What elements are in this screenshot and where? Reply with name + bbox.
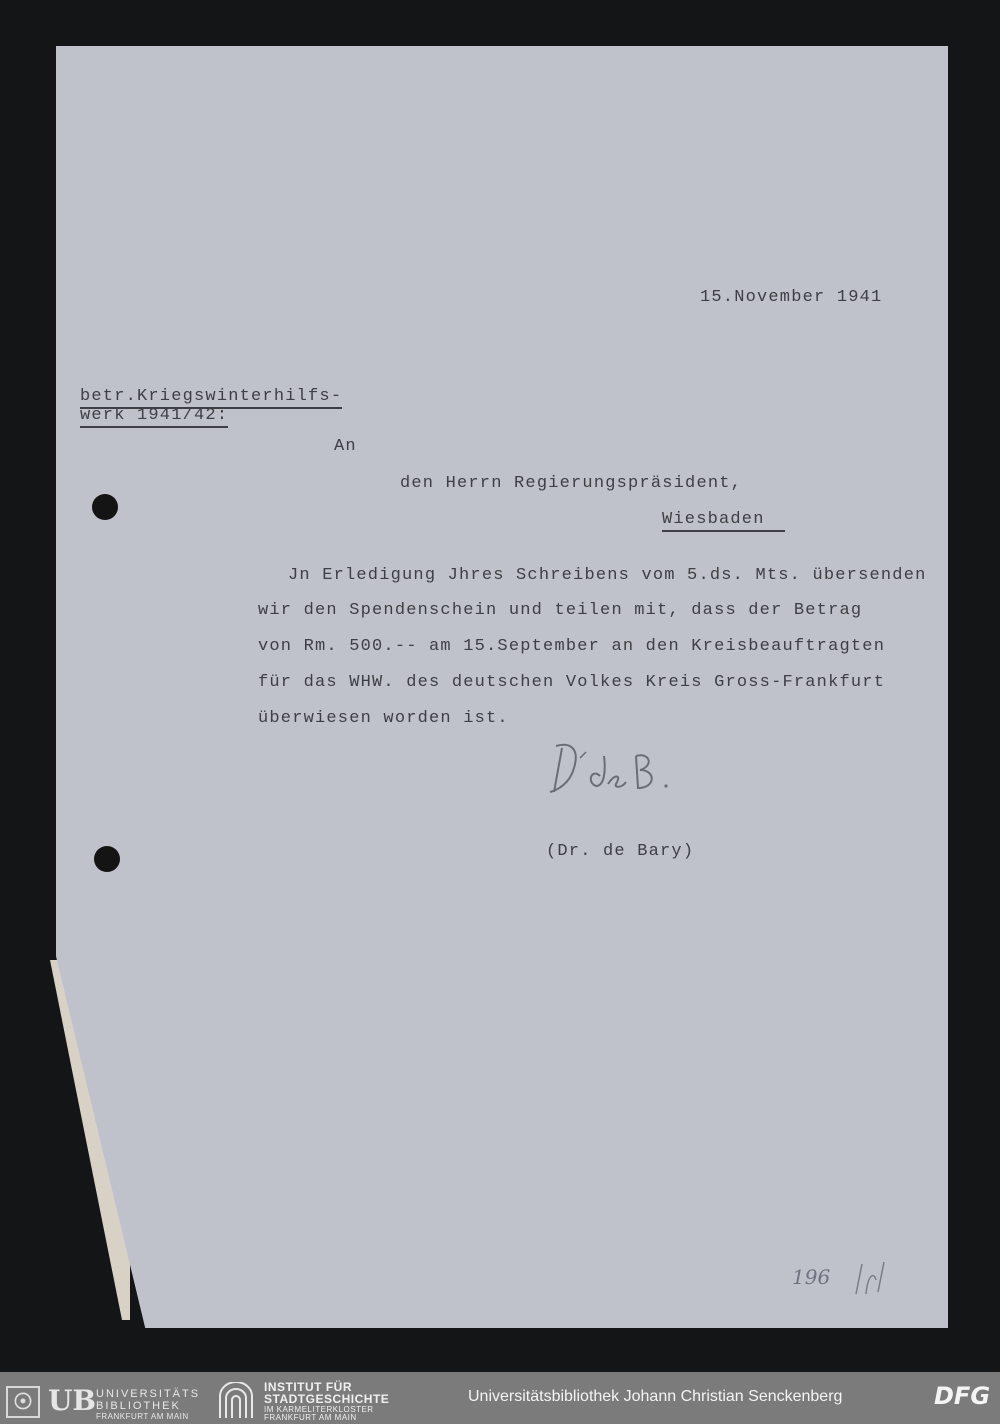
university-name-line1: UNIVERSITÄTS xyxy=(96,1388,201,1400)
university-name-line2: BIBLIOTHEK xyxy=(96,1400,181,1412)
body-line: wir den Spendenschein und teilen mit, dass der Betrag xyxy=(258,601,863,620)
punch-hole xyxy=(94,846,120,872)
library-name: Universitätsbibliothek Johann Christian Senckenberg xyxy=(468,1388,843,1405)
signatory-name: (Dr. de Bary) xyxy=(546,842,695,861)
university-name-line3: FRANKFURT AM MAIN xyxy=(96,1412,189,1421)
institute-name-line2: STADTGESCHICHTE xyxy=(264,1392,390,1406)
institute-name-line4: FRANKFURT AM MAIN xyxy=(264,1413,357,1422)
footer-bar xyxy=(0,1372,1000,1424)
institute-name-line3: IM KARMELITERKLOSTER xyxy=(264,1405,374,1414)
recipient: den Herrn Regierungspräsident, xyxy=(400,474,743,493)
institute-name-line1: INSTITUT FÜR xyxy=(264,1380,352,1394)
svg-text:196: 196 xyxy=(792,1265,831,1289)
institute-arch-icon xyxy=(216,1382,256,1418)
body-line: für das WHW. des deutschen Volkes Kreis Gross-Frankfurt xyxy=(258,673,886,692)
punch-hole xyxy=(92,494,118,520)
handwritten-signature xyxy=(540,738,690,808)
subject-line: werk 1941/42: xyxy=(80,406,228,428)
recipient-city: Wiesbaden xyxy=(662,510,785,532)
ub-logo: UB xyxy=(48,1384,97,1417)
letter-date: 15.November 1941 xyxy=(700,288,883,307)
dfg-logo: DFG xyxy=(934,1382,991,1410)
university-seal-icon: ☉ xyxy=(6,1386,40,1418)
body-line: Jn Erledigung Jhres Schreibens vom 5.ds. Mts. übersenden xyxy=(288,566,927,585)
archive-number xyxy=(786,1254,906,1304)
body-line: von Rm. 500.-- am 15.September an den Kreisbeauftragten xyxy=(258,637,886,656)
body-line: überwiesen worden ist. xyxy=(258,709,509,728)
subject-line: betr.Kriegswinterhilfs- xyxy=(80,387,342,409)
address-to: An xyxy=(334,437,357,456)
